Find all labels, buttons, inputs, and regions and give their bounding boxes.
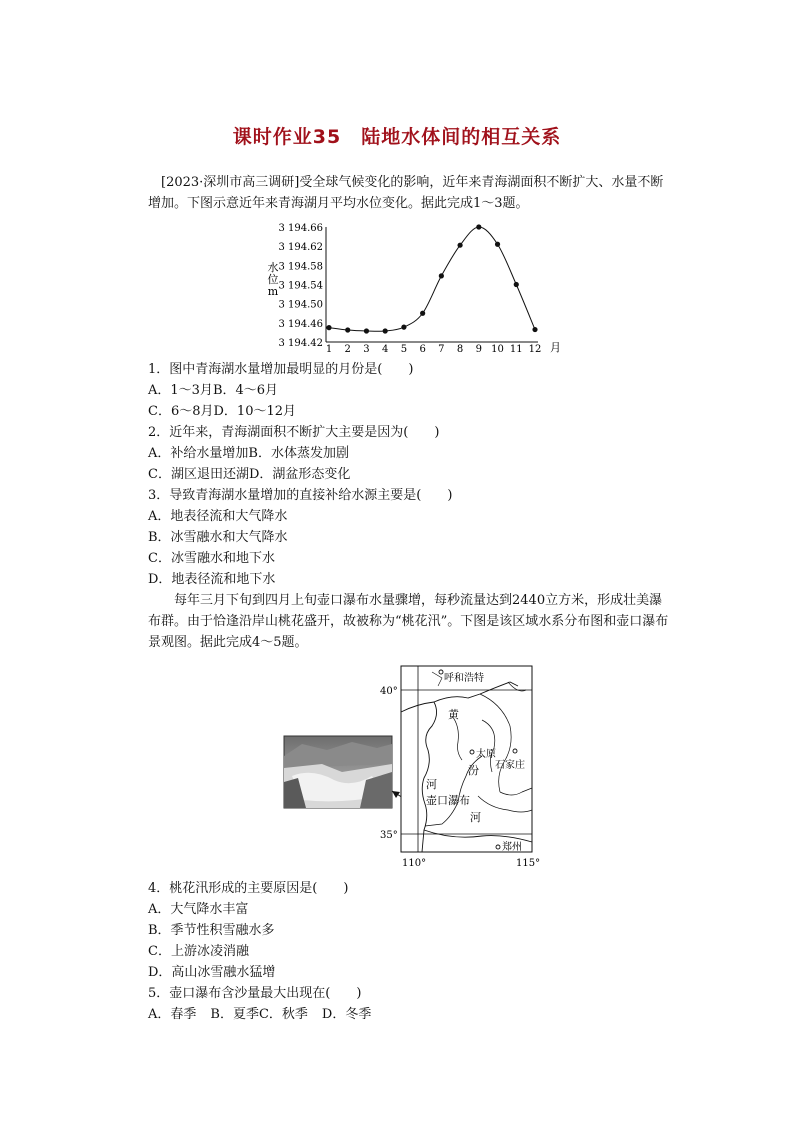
- river-map: [401, 666, 532, 853]
- x-tick-label: 7: [438, 344, 445, 355]
- q2-stem: 2．近年来，青海湖面积不断扩大主要是因为( ): [148, 425, 440, 440]
- intro-paragraph-1: [2023·深圳市高三调研]受全球气候变化的影响，近年来青海湖面积不断扩大、水量不断增加。下图示意近年来青海湖月平均水位变化。据此完成1～3题。: [148, 175, 664, 211]
- huang-label: 黄: [448, 708, 459, 721]
- q5-option-d[interactable]: D．冬季: [321, 1007, 372, 1022]
- x-tick-label: 6: [419, 344, 426, 355]
- q2-option-b[interactable]: B．水体蒸发加剧: [248, 446, 349, 461]
- zhengzhou-label: 郑州: [502, 842, 522, 853]
- q3-option-c[interactable]: C．冰雪融水和地下水: [148, 551, 275, 566]
- lon-110-label: 110°: [402, 858, 427, 869]
- fenhe-label: 河: [470, 811, 481, 824]
- taiyuan-label: 太原: [476, 749, 496, 760]
- q2-option-a[interactable]: A．补给水量增加: [148, 446, 249, 461]
- fen-label: 汾: [468, 764, 479, 777]
- q4-option-c[interactable]: C．上游冰凌消融: [148, 944, 249, 959]
- q5-stem: 5．壶口瀑布含沙量最大出现在( ): [148, 986, 362, 1001]
- q4-option-a[interactable]: A．大气降水丰富: [148, 902, 249, 917]
- data-point: [326, 325, 331, 330]
- data-point: [401, 325, 406, 330]
- q1-stem: 1．图中青海湖水量增加最明显的月份是( ): [148, 362, 414, 377]
- q2-options-ab: [148, 445, 349, 463]
- water-level-chart: [262, 215, 562, 355]
- x-tick-label: 8: [456, 344, 464, 355]
- shijiazhuang-label: 石家庄: [495, 760, 525, 771]
- lat-35-label: 35°: [380, 830, 398, 841]
- x-tick-label: 12: [528, 344, 542, 355]
- y-tick-label: 3 194.62: [278, 242, 323, 254]
- y-axis-label: 水位 m: [267, 261, 279, 298]
- q1-option-b[interactable]: B．4～6月: [212, 383, 279, 398]
- hohhot-label: 呼和浩特: [444, 673, 484, 684]
- data-point: [532, 327, 537, 332]
- q4-option-d[interactable]: D．高山冰雪融水猛增: [148, 965, 276, 980]
- y-tick-label: 3 194.42: [278, 338, 323, 349]
- x-tick-label: 4: [381, 344, 389, 355]
- q2-option-c[interactable]: C．湖区退田还湖: [148, 467, 249, 482]
- q2-option-d[interactable]: D．湖盆形态变化: [248, 467, 351, 482]
- q5-option-c[interactable]: C．秋季: [258, 1007, 308, 1022]
- q1-option-d[interactable]: D．10～12月: [213, 404, 297, 419]
- x-tick-label: 10: [491, 344, 504, 355]
- lon-115-label: 115°: [516, 858, 541, 869]
- x-axis-label: 月: [550, 341, 561, 354]
- x-tick-label: 2: [344, 344, 351, 355]
- q3-option-b[interactable]: B．冰雪融水和大气降水: [148, 530, 288, 545]
- data-point: [420, 311, 425, 316]
- q4-option-b[interactable]: B．季节性积雪融水多: [148, 923, 275, 938]
- q5-options: [148, 1006, 371, 1024]
- data-point: [457, 243, 462, 248]
- x-tick-label: 11: [509, 344, 523, 355]
- q5-option-b[interactable]: B．夏季: [210, 1007, 259, 1022]
- data-point: [383, 328, 388, 333]
- q4-stem: 4．桃花汛形成的主要原因是( ): [148, 881, 349, 896]
- x-tick-label: 5: [400, 344, 408, 355]
- y-tick-label: 3 194.66: [278, 223, 323, 234]
- waterfall-photo: [284, 736, 392, 808]
- q1-option-a[interactable]: A．1～3月: [148, 383, 213, 398]
- he-label: 河: [426, 778, 437, 791]
- q1-option-c[interactable]: C．6～8月: [148, 404, 214, 419]
- data-point: [345, 327, 350, 332]
- data-point: [476, 224, 481, 229]
- data-point: [514, 282, 519, 287]
- page-title: 课时作业35 陆地水体间的相互关系: [232, 126, 562, 148]
- hukou-label: 壶口瀑布: [426, 794, 470, 807]
- intro-paragraph-2: 每年三月下旬到四月上旬壶口瀑布水量骤增，每秒流量达到2440立方米，形成壮美瀑布群。由于恰逢沿岸山桃花盛开，故被称为“桃花汛”。下图是该区域水系分布图和壶口瀑布景观图。据此完成4～5题。: [148, 593, 669, 650]
- data-point: [495, 242, 500, 247]
- y-tick-label: 3 194.50: [278, 299, 323, 311]
- data-point: [439, 273, 444, 278]
- y-tick-label: 3 194.54: [278, 280, 323, 292]
- hukou-figure: [282, 664, 542, 874]
- data-point: [364, 328, 369, 333]
- q1-options-cd: [148, 403, 296, 421]
- x-tick-label: 9: [475, 344, 483, 355]
- q5-option-a[interactable]: A．春季: [148, 1007, 197, 1022]
- y-tick-label: 3 194.46: [278, 318, 323, 330]
- q3-stem: 3．导致青海湖水量增加的直接补给水源主要是( ): [148, 488, 453, 503]
- q1-options-ab: [148, 382, 278, 400]
- q3-option-d[interactable]: D．地表径流和地下水: [148, 572, 276, 587]
- q3-option-a[interactable]: A．地表径流和大气降水: [148, 509, 288, 524]
- x-tick-label: 1: [325, 344, 333, 355]
- y-tick-label: 3 194.58: [278, 261, 323, 273]
- water-level-line: [329, 227, 535, 331]
- q2-options-cd: [148, 466, 350, 484]
- x-tick-label: 3: [363, 344, 370, 355]
- lat-40-label: 40°: [380, 686, 398, 697]
